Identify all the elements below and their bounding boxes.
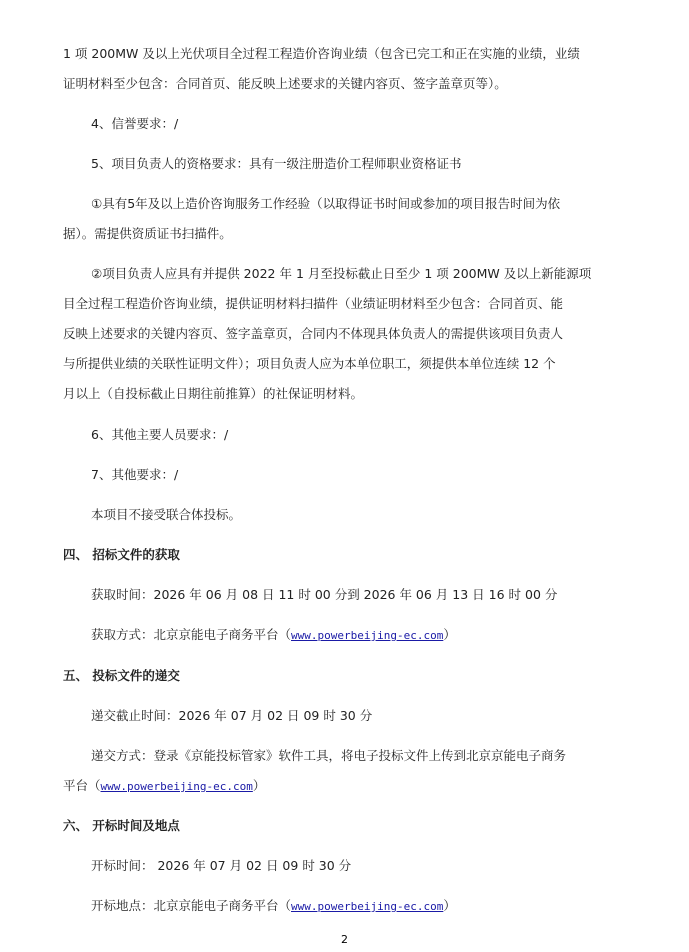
manager-item2-line-5: 月以上（自投标截止日期往前推算）的社保证明材料。: [63, 386, 364, 401]
section-6-title: 六、 开标时间及地点: [63, 818, 180, 833]
manager-item1-line-1: ①具有5年及以上造价咨询服务工作经验（以取得证书时间或参加的项目报告时间为依: [91, 196, 561, 211]
submission-deadline: 递交截止时间：2026 年 07 月 02 日 09 时 30 分: [91, 708, 373, 723]
manager-item1-line-2: 据）。需提供资质证书扫描件。: [63, 226, 232, 241]
manager-item2-line-1: ②项目负责人应具有并提供 2022 年 1 月至投标截止日至少 1 项 200MW 及以上新能源项: [91, 266, 592, 281]
manager-qualification: 5、项目负责人的资格要求：具有一级注册造价工程师职业资格证书: [91, 156, 462, 171]
platform-link[interactable]: www.powerbeijing-ec.com: [100, 780, 253, 793]
acquire-time: 获取时间：2026 年 06 月 08 日 11 时 00 分到 2026 年 06 月 13 日 16 时 00 分: [91, 587, 558, 602]
manager-item2-line-2: 目全过程工程造价咨询业绩，提供证明材料扫描件（业绩证明材料至少包含：合同首页、能: [63, 296, 564, 311]
section-4-title: 四、 招标文件的获取: [63, 547, 180, 562]
platform-link[interactable]: www.powerbeijing-ec.com: [291, 900, 444, 913]
section-5-title: 五、 投标文件的递交: [63, 668, 180, 683]
page-number: 2: [341, 933, 348, 946]
manager-item2-line-3: 反映上述要求的关键内容页、签字盖章页，合同内不体现具体负责人的需提供该项目负责人: [63, 326, 564, 341]
performance-req-line-1: 1 项 200MW 及以上光伏项目全过程工程造价咨询业绩（包含已完工和正在实施的业绩，业绩: [63, 46, 580, 61]
other-requirement: 7、其他要求：/: [91, 467, 179, 482]
submission-method-suffix: ）: [252, 778, 266, 793]
performance-req-line-2: 证明材料至少包含：合同首页、能反映上述要求的关键内容页、签字盖章页等）。: [63, 76, 507, 91]
submission-method-line-1: 递交方式：登录《京能投标管家》软件工具，将电子投标文件上传到北京京能电子商务: [91, 748, 567, 763]
manager-item2-line-4: 与所提供业绩的关联性证明文件）；项目负责人应为本单位职工，须提供本单位连续 12 个: [63, 356, 556, 371]
acquire-method: [91, 627, 456, 644]
opening-place-prefix: 开标地点：北京京能电子商务平台（: [91, 898, 292, 913]
submission-method-prefix: 平台（: [63, 778, 101, 793]
submission-method-line-2: [63, 778, 265, 795]
no-consortium-note: 本项目不接受联合体投标。: [91, 507, 242, 522]
other-staff-requirement: 6、其他主要人员要求：/: [91, 427, 229, 442]
platform-link[interactable]: www.powerbeijing-ec.com: [291, 629, 444, 642]
opening-place-suffix: ）: [443, 898, 456, 913]
acquire-method-suffix: ）: [443, 627, 456, 642]
acquire-method-prefix: 获取方式：北京京能电子商务平台（: [91, 627, 292, 642]
credit-requirement: 4、信誉要求：/: [91, 116, 179, 131]
opening-place: [91, 898, 456, 915]
opening-time: 开标时间： 2026 年 07 月 02 日 09 时 30 分: [91, 858, 352, 873]
